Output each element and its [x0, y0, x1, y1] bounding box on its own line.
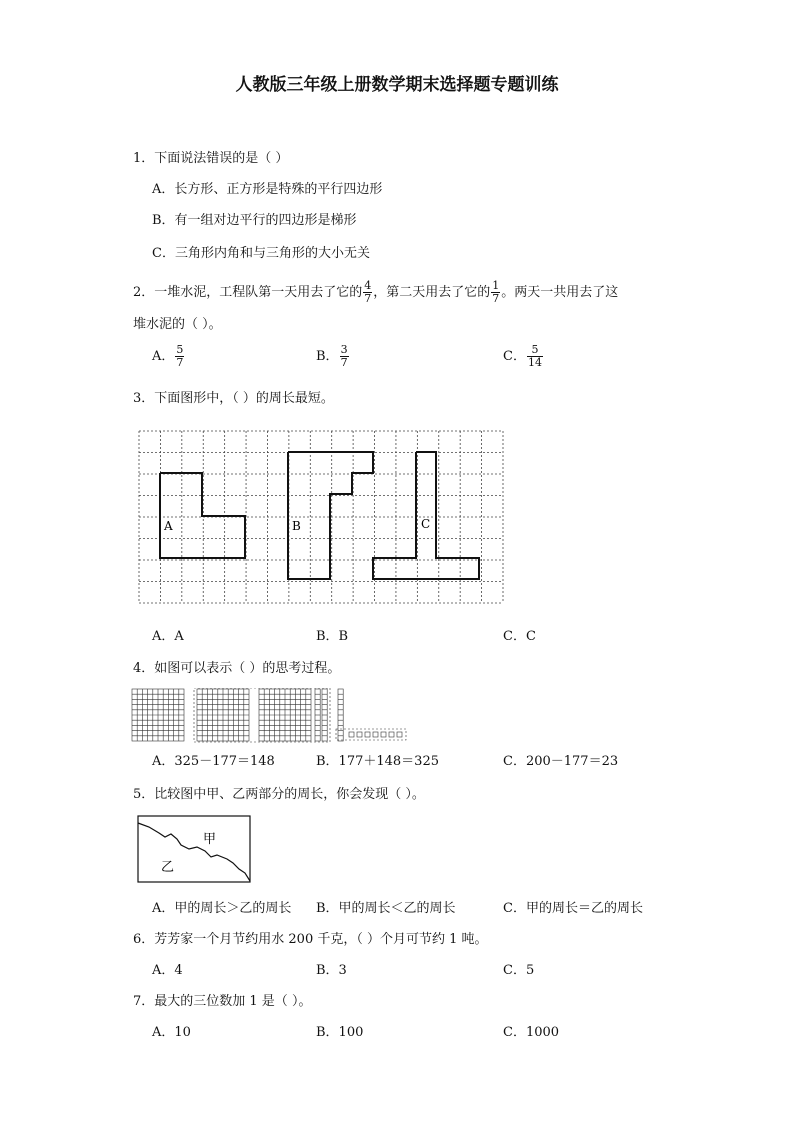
- q1-stem: 1．下面说法错误的是（ ）: [133, 151, 289, 166]
- q3-stem: 3．下面图形中，（ ）的周长最短。: [133, 391, 334, 406]
- q7-option-b: B．100: [316, 1025, 364, 1040]
- q2-option-a-fraction: [175, 344, 184, 369]
- q5-option-b: B．甲的周长＜乙的周长: [316, 901, 456, 916]
- hundred-block: [132, 689, 184, 741]
- q2-option-b: [316, 344, 350, 369]
- q3-shape-a: [160, 473, 245, 558]
- one-cube: [389, 732, 394, 737]
- q5-label-jia: 甲: [203, 832, 217, 847]
- q2-option-c-label: C．: [503, 349, 526, 364]
- ten-rod: [338, 689, 343, 741]
- q4-option-a: A．325－177＝148: [152, 754, 275, 769]
- q5-label-yi: 乙: [161, 860, 175, 875]
- one-cube: [365, 732, 370, 737]
- q2-option-c-fraction: [527, 344, 543, 369]
- hundred-block: [197, 689, 249, 741]
- q3-label-b: B: [292, 519, 301, 533]
- q1-option-a: A．长方形、正方形是特殊的平行四边形: [152, 182, 383, 197]
- ten-rod: [322, 689, 327, 741]
- q2-fraction-1-numerator: 4: [364, 279, 372, 292]
- q4-place-value-blocks: [131, 688, 411, 744]
- q2-option-b-fraction: [340, 344, 349, 369]
- q6-stem: 6．芳芳家一个月节约用水 200 千克，（ ）个月可节约 1 吨。: [133, 932, 488, 947]
- q6-option-c: C．5: [503, 963, 535, 978]
- q2-stem-line2: 堆水泥的（ ）。: [133, 317, 222, 332]
- q4-option-c: C．200－177＝23: [503, 754, 619, 769]
- q3-label-a: A: [164, 519, 173, 533]
- q2-fraction-2-denominator: 7: [492, 292, 500, 305]
- q2-text-part1: 2．一堆水泥，工程队第一天用去了它的: [133, 285, 363, 300]
- q2-option-c: [503, 344, 544, 369]
- q5-rectangle: [138, 816, 250, 882]
- q2-fraction-2: [491, 280, 500, 305]
- one-cube: [349, 732, 354, 737]
- q2-stem-line1: [133, 280, 618, 305]
- q3-grid-lines: [139, 431, 503, 603]
- q2-option-a: [152, 344, 185, 369]
- q2-option-b-denominator: 7: [340, 356, 348, 369]
- q7-option-c: C．1000: [503, 1025, 560, 1040]
- q3-option-a: A．A: [152, 629, 184, 644]
- q3-option-b: B．B: [316, 629, 349, 644]
- q3-option-c: C．C: [503, 629, 536, 644]
- q2-option-b-label: B．: [316, 349, 339, 364]
- q1-option-c: C．三角形内角和与三角形的大小无关: [152, 246, 370, 261]
- one-cube: [373, 732, 378, 737]
- one-cube: [381, 732, 386, 737]
- ten-rod: [315, 689, 320, 741]
- q5-option-a: A．甲的周长＞乙的周长: [152, 901, 292, 916]
- q5-stem: 5．比较图中甲、乙两部分的周长，你会发现（ ）。: [133, 787, 425, 802]
- one-cube: [357, 732, 362, 737]
- q2-fraction-2-numerator: 1: [492, 279, 500, 292]
- q6-option-a: A．4: [152, 963, 183, 978]
- q2-fraction-1: [363, 280, 372, 305]
- q6-option-b: B．3: [316, 963, 347, 978]
- q4-option-b: B．177＋148＝325: [316, 754, 439, 769]
- ones-region-outline: [336, 729, 406, 740]
- q4-stem: 4．如图可以表示（ ）的思考过程。: [133, 661, 341, 676]
- q2-fraction-1-denominator: 7: [364, 292, 372, 305]
- q2-option-c-denominator: 14: [527, 356, 542, 369]
- q7-option-a: A．10: [152, 1025, 191, 1040]
- q3-grid-figure: [138, 430, 504, 604]
- q2-text-part3: 。两天一共用去了这: [501, 285, 619, 300]
- q2-option-c-numerator: 5: [527, 344, 543, 357]
- q2-option-a-label: A．: [152, 349, 175, 364]
- q1-option-b: B．有一组对边平行的四边形是梯形: [152, 213, 357, 228]
- page-title: 人教版三年级上册数学期末选择题专题训练: [235, 75, 559, 95]
- q2-option-b-numerator: 3: [340, 343, 348, 356]
- q5-figure: [137, 815, 253, 885]
- q2-option-a-numerator: 5: [176, 343, 184, 356]
- q5-dividing-curve: [138, 823, 250, 881]
- q2-text-part2: ，第二天用去了它的: [373, 285, 491, 300]
- hundred-block: [259, 689, 311, 741]
- one-cube: [397, 732, 402, 737]
- q5-option-c: C．甲的周长＝乙的周长: [503, 901, 643, 916]
- q7-stem: 7．最大的三位数加 1 是（ ）。: [133, 994, 312, 1009]
- q3-label-c: C: [421, 517, 431, 531]
- q2-option-a-denominator: 7: [176, 356, 184, 369]
